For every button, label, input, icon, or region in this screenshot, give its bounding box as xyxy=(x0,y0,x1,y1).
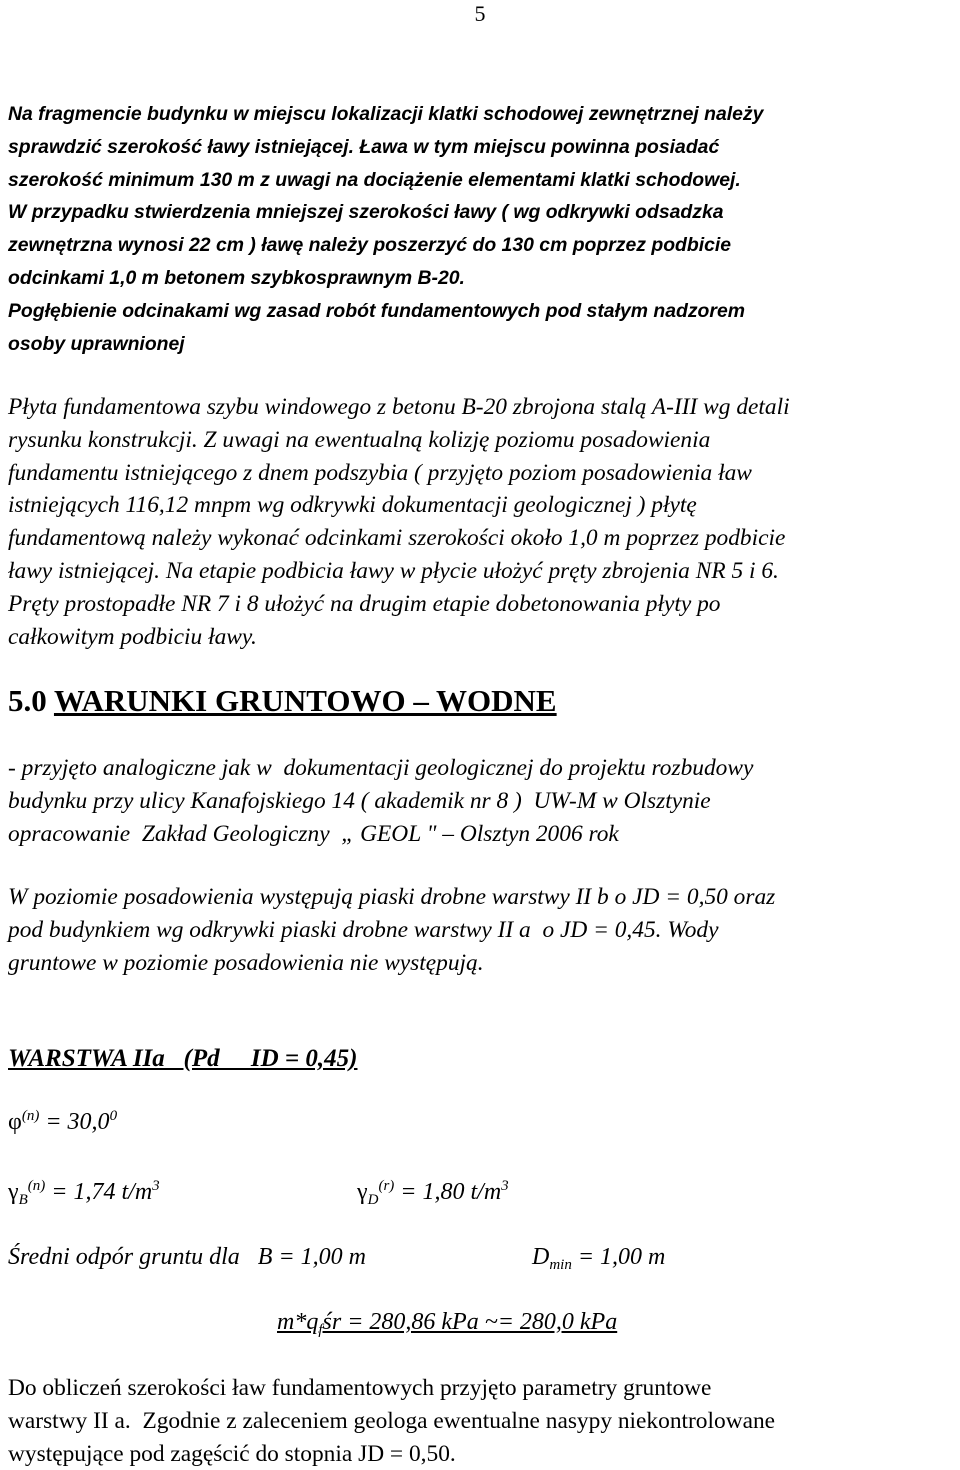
d-min-value: = 1,00 m xyxy=(571,1244,666,1270)
bearing-resistance-formula xyxy=(277,1305,617,1339)
text-line: odcinkami 1,0 m betonem szybkosprawnym B-20. xyxy=(8,266,465,289)
mq-prefix: m*q xyxy=(277,1309,319,1335)
text-line: Pogłębienie odcinakami wg zasad robót fundamentowych pod stałym nadzorem xyxy=(8,299,745,322)
gamma-b-exponent: 3 xyxy=(152,1178,160,1194)
text-line: opracowanie Zakład Geologiczny „ GEOL " – Olsztyn 2006 rok xyxy=(8,820,619,847)
page-number: 5 xyxy=(474,1,486,26)
d-symbol: D xyxy=(532,1244,550,1270)
text-line: Pręty prostopadłe NR 7 i 8 ułożyć na drugim etapie dobetonowania płyty po xyxy=(8,590,721,617)
mq-value: śr = 280,86 kPa ~= 280,0 kPa xyxy=(322,1309,618,1335)
text-line: budynku przy ulicy Kanafojskiego 14 ( akademik nr 8 ) UW-M w Olsztynie xyxy=(8,787,711,814)
text-line: istniejących 116,12 mnpm wg odkrywki dokumentacji geologicznej ) płytę xyxy=(8,492,697,519)
gamma-b-superscript: (n) xyxy=(27,1178,46,1194)
gamma-d-exponent: 3 xyxy=(501,1178,509,1194)
text-line: szerokość minimum 130 m z uwagi na dociążenie elementami klatki schodowej. xyxy=(8,168,741,191)
text-line: W przypadku stwierdzenia mniejszej szerokości ławy ( wg odkrywki odsadzka xyxy=(8,201,724,224)
gamma-d-superscript: (r) xyxy=(378,1178,395,1194)
text-line: gruntowe w poziomie posadowienia nie występują. xyxy=(8,949,484,976)
text-line: W poziomie posadowienia występują piaski drobne warstwy II b o JD = 0,50 oraz xyxy=(8,884,776,910)
text-line: zewnętrzna wynosi 22 cm ) ławę należy poszerzyć do 130 cm poprzez podbicie xyxy=(8,234,732,257)
text-line: występujące pod zagęścić do stopnia JD = 0,50. xyxy=(8,1440,456,1467)
phi-formula xyxy=(8,1105,117,1139)
gamma-b-subscript: B xyxy=(18,1192,28,1208)
paragraph-geology-source xyxy=(8,752,953,850)
section-heading xyxy=(8,681,557,721)
d-min-subscript: min xyxy=(549,1257,572,1273)
text-line: sprawdzić szerokość ławy istniejącej. Ława w tym miejscu powinna posiadać xyxy=(8,135,720,158)
text-line: Do obliczeń szerokości ław fundamentowych przyjęto parametry gruntowe xyxy=(8,1375,712,1401)
d-min-formula xyxy=(532,1240,665,1274)
text-line: Płyta fundamentowa szybu windowego z betonu B-20 zbrojona stalą A-III wg detali xyxy=(8,394,790,420)
text-line: ławy istniejącej. Na etapie podbicia ławy w płycie ułożyć pręty zbrojenia NR 5 i 6. xyxy=(8,557,779,584)
phi-value: = 30,0 xyxy=(39,1109,110,1135)
text-line: całkowitym podbiciu ławy. xyxy=(8,623,257,650)
gamma-d-subscript: D xyxy=(367,1192,379,1208)
paragraph-elevator-slab xyxy=(8,391,953,653)
gamma-b-value: = 1,74 t/m xyxy=(45,1179,153,1205)
gamma-symbol: γ xyxy=(357,1179,368,1205)
paragraph-conclusion xyxy=(8,1372,953,1470)
phi-symbol: φ xyxy=(8,1109,22,1135)
gamma-d-formula xyxy=(357,1175,509,1209)
text-line: - przyjęto analogiczne jak w dokumentacji geologicznej do projektu rozbudowy xyxy=(8,755,754,781)
paragraph-stair-foundation xyxy=(8,98,953,360)
paragraph-soil-conditions xyxy=(8,881,953,979)
layer-heading: WARSTWA IIa (Pd ID = 0,45) xyxy=(8,1045,358,1072)
text-line: rysunku konstrukcji. Z uwagi na ewentualną kolizję poziomu posadowienia xyxy=(8,426,711,453)
mq-subscript: f xyxy=(318,1322,323,1338)
phi-superscript: (n) xyxy=(21,1108,40,1124)
gamma-d-value: = 1,80 t/m xyxy=(394,1179,502,1205)
text-line: osoby uprawnionej xyxy=(8,332,185,355)
gamma-symbol: γ xyxy=(8,1179,19,1205)
phi-degree: 0 xyxy=(109,1108,118,1124)
text-line: fundamentową należy wykonać odcinkami szerokości około 1,0 m poprzez podbicie xyxy=(8,525,786,552)
text-line: pod budynkiem wg odkrywki piaski drobne warstwy II a o JD = 0,45. Wody xyxy=(8,916,719,943)
text-line: fundamentu istniejącego z dnem podszybia ( przyjęto poziom posadowienia ław xyxy=(8,459,752,486)
gamma-b-formula xyxy=(8,1175,160,1209)
soil-resistance-text: Średni odpór gruntu dla B = 1,00 m xyxy=(8,1244,366,1270)
section-number: 5.0 xyxy=(8,683,47,718)
section-title: WARUNKI GRUNTOWO – WODNE xyxy=(53,683,557,718)
text-line: warstwy II a. Zgodnie z zaleceniem geologa ewentualne nasypy niekontrolowane xyxy=(8,1407,776,1434)
text-line: Na fragmencie budynku w miejscu lokalizacji klatki schodowej zewnętrznej należy xyxy=(8,103,764,125)
